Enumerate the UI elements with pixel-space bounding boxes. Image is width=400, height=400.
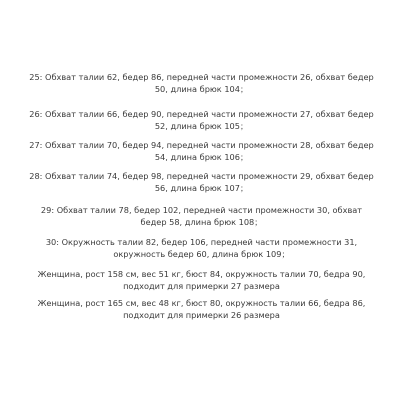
size-entry-28: 28: Обхват талии 74, бедер 98, передней части промежности 29, обхват бедер 56, длина брюк 107； [29, 171, 374, 193]
size-entry-27: 27: Обхват талии 70, бедер 94, передней части промежности 28, обхват бедер 54, длина брюк 106； [29, 140, 374, 162]
model-note-2: Женщина, рост 165 см, вес 48 кг, бюст 80, окружность талии 66, бедра 86, подходит для примерки 26 размера [37, 298, 366, 320]
size-entry-29: 29: Обхват талии 78, бедер 102, передней части промежности 30, обхват бедер 58, длина брюк 108； [40, 205, 363, 227]
size-entry-25: 25: Обхват талии 62, бедер 86, передней части промежности 26, обхват бедер 50, длина брюк 104； [29, 72, 374, 94]
size-entry-30: 30: Окружность талии 82, бедер 106, передней части промежности 31, окружность бедер 60, длина брюк 109； [45, 237, 358, 259]
size-entry-26: 26: Обхват талии 66, бедер 90, передней части промежности 27, обхват бедер 52, длина брюк 105； [29, 109, 374, 131]
model-note-1: Женщина, рост 158 см, вес 51 кг, бюст 84, окружность талии 70, бедра 90, подходит для примерки 27 размера [37, 269, 366, 291]
